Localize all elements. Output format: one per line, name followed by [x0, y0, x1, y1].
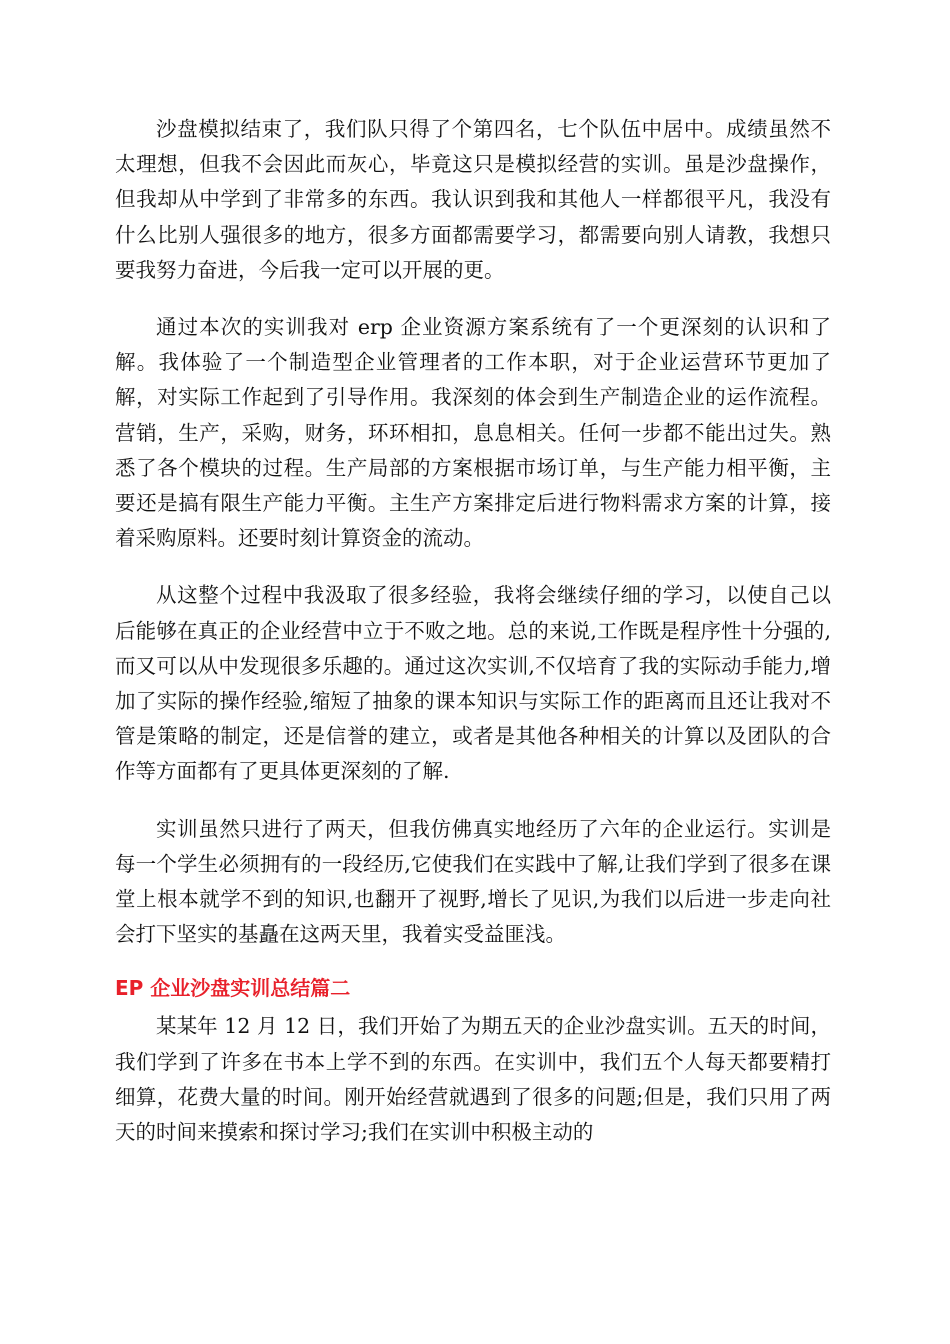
paragraph-training-days: 实训虽然只进行了两天，但我仿佛真实地经历了六年的企业运行。实训是每一个学生必须拥有的一段经历,它使我们在实践中了解,让我们学到了很多在课堂上根本就学不到的知识,也翻开了视野,增长了见识,为我们以后进一步走向社会打下坚实的基矗在这两天里，我着实受益匪浅。: [115, 816, 831, 947]
paragraph-experience: 从这整个过程中我汲取了很多经验，我将会继续仔细的学习，以使自己以后能够在真正的企业经营中立于不败之地。总的来说,工作既是程序性十分强的,而又可以从中发现很多乐趣的。通过这次实训,不仅培育了我的实际动手能力,增加了实际的操作经验,缩短了抽象的课本知识与实际工作的距离而且还让我对不管是策略的制定，还是信誉的建立，或者是其他各种相关的计算以及团队的合作等方面都有了更具体更深刻的了解.: [115, 583, 831, 784]
paragraph-section2-intro: 某某年 12 月 12 日，我们开始了为期五天的企业沙盘实训。五天的时间，我们学到了许多在书本上学不到的东西。在实训中，我们五个人每天都要精打细算，花费大量的时间。刚开始经营就遇到了很多的问题;但是，我们只用了两天的时间来摸索和探讨学习;我们在实训中积极主动的: [115, 1014, 831, 1145]
document-body: [115, 112, 831, 1172]
section-heading: EP 企业沙盘实训总结篇二: [115, 976, 351, 1001]
paragraph-erp: 通过本次的实训我对 erp 企业资源方案系统有了一个更深刻的认识和了解。我体验了一个制造型企业管理者的工作本职，对于企业运营环节更加了解，对实际工作起到了引导作用。我深刻的体会到生产制造企业的运作流程。营销，生产，采购，财务，环环相扣，息息相关。任何一步都不能出过失。熟悉了各个模块的过程。生产局部的方案根据市场订单，与生产能力相平衡，主要还是搞有限生产能力平衡。主生产方案排定后进行物料需求方案的计算，接着采购原料。还要时刻计算资金的流动。: [115, 315, 831, 551]
paragraph-result: 沙盘模拟结束了，我们队只得了个第四名，七个队伍中居中。成绩虽然不太理想，但我不会因此而灰心，毕竟这只是模拟经营的实训。虽是沙盘操作，但我却从中学到了非常多的东西。我认识到我和其他人一样都很平凡，我没有什么比别人强很多的地方，很多方面都需要学习，都需要向别人请教，我想只要我努力奋进，今后我一定可以开展的更。: [115, 117, 831, 282]
